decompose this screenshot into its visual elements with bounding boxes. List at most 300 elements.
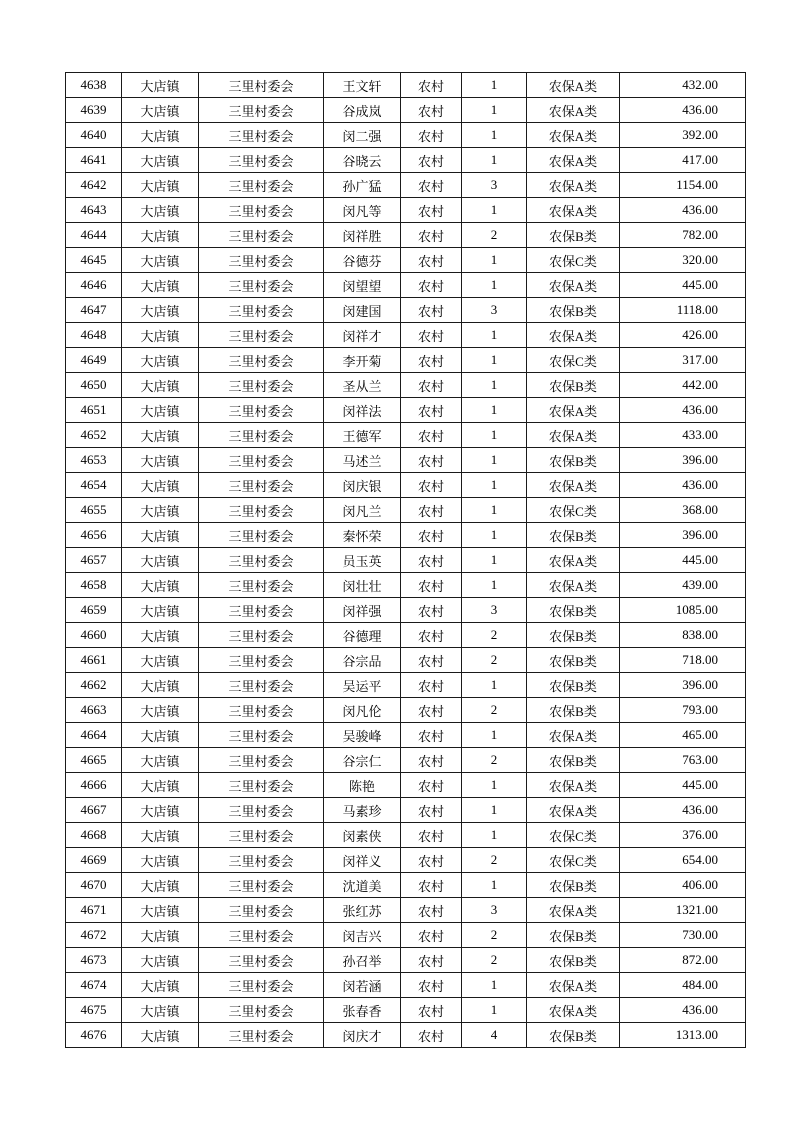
cell-insurance-category: 农保B类 [527, 298, 620, 323]
table-row [66, 348, 746, 373]
cell-residence-type: 农村 [401, 723, 462, 748]
cell-person-count: 2 [462, 623, 527, 648]
table-row [66, 873, 746, 898]
table-row [66, 898, 746, 923]
table-row [66, 948, 746, 973]
cell-insurance-category: 农保A类 [527, 573, 620, 598]
cell-town: 大店镇 [122, 248, 199, 273]
cell-person-name: 马述兰 [324, 448, 401, 473]
cell-person-count: 1 [462, 498, 527, 523]
cell-person-count: 1 [462, 123, 527, 148]
cell-amount: 432.00 [620, 73, 746, 98]
cell-person-count: 1 [462, 398, 527, 423]
table-row [66, 73, 746, 98]
cell-town: 大店镇 [122, 523, 199, 548]
cell-serial-number: 4672 [66, 923, 122, 948]
cell-serial-number: 4662 [66, 673, 122, 698]
cell-person-name: 吴骏峰 [324, 723, 401, 748]
cell-residence-type: 农村 [401, 673, 462, 698]
table-row [66, 998, 746, 1023]
cell-village-committee: 三里村委会 [199, 248, 324, 273]
cell-person-count: 1 [462, 573, 527, 598]
cell-serial-number: 4646 [66, 273, 122, 298]
cell-town: 大店镇 [122, 698, 199, 723]
cell-residence-type: 农村 [401, 473, 462, 498]
cell-town: 大店镇 [122, 173, 199, 198]
cell-person-count: 1 [462, 823, 527, 848]
cell-residence-type: 农村 [401, 798, 462, 823]
table-row [66, 848, 746, 873]
cell-insurance-category: 农保A类 [527, 773, 620, 798]
table-row [66, 748, 746, 773]
cell-person-count: 2 [462, 948, 527, 973]
cell-person-count: 1 [462, 348, 527, 373]
cell-insurance-category: 农保B类 [527, 223, 620, 248]
cell-serial-number: 4673 [66, 948, 122, 973]
cell-residence-type: 农村 [401, 623, 462, 648]
cell-town: 大店镇 [122, 598, 199, 623]
cell-residence-type: 农村 [401, 523, 462, 548]
cell-insurance-category: 农保B类 [527, 523, 620, 548]
cell-insurance-category: 农保B类 [527, 873, 620, 898]
cell-village-committee: 三里村委会 [199, 923, 324, 948]
cell-village-committee: 三里村委会 [199, 873, 324, 898]
cell-person-name: 沈道美 [324, 873, 401, 898]
cell-residence-type: 农村 [401, 373, 462, 398]
cell-insurance-category: 农保A类 [527, 898, 620, 923]
table-row [66, 698, 746, 723]
cell-village-committee: 三里村委会 [199, 948, 324, 973]
cell-amount: 396.00 [620, 673, 746, 698]
cell-amount: 436.00 [620, 998, 746, 1023]
cell-residence-type: 农村 [401, 298, 462, 323]
cell-town: 大店镇 [122, 748, 199, 773]
cell-person-name: 谷德理 [324, 623, 401, 648]
cell-person-name: 闵凡等 [324, 198, 401, 223]
cell-village-committee: 三里村委会 [199, 623, 324, 648]
cell-person-count: 1 [462, 873, 527, 898]
cell-town: 大店镇 [122, 623, 199, 648]
cell-insurance-category: 农保B类 [527, 948, 620, 973]
cell-serial-number: 4661 [66, 648, 122, 673]
cell-person-name: 闵素侠 [324, 823, 401, 848]
cell-insurance-category: 农保A类 [527, 998, 620, 1023]
cell-person-name: 王文轩 [324, 73, 401, 98]
cell-amount: 396.00 [620, 523, 746, 548]
cell-serial-number: 4651 [66, 398, 122, 423]
table-row [66, 498, 746, 523]
cell-village-committee: 三里村委会 [199, 723, 324, 748]
cell-person-name: 闵二强 [324, 123, 401, 148]
cell-person-name: 圣从兰 [324, 373, 401, 398]
table-row [66, 298, 746, 323]
cell-town: 大店镇 [122, 448, 199, 473]
cell-town: 大店镇 [122, 573, 199, 598]
cell-residence-type: 农村 [401, 873, 462, 898]
cell-residence-type: 农村 [401, 548, 462, 573]
cell-insurance-category: 农保C类 [527, 498, 620, 523]
cell-village-committee: 三里村委会 [199, 273, 324, 298]
cell-amount: 317.00 [620, 348, 746, 373]
cell-residence-type: 农村 [401, 198, 462, 223]
table-row [66, 773, 746, 798]
cell-person-name: 吴运平 [324, 673, 401, 698]
cell-residence-type: 农村 [401, 398, 462, 423]
cell-insurance-category: 农保B类 [527, 598, 620, 623]
table-row [66, 573, 746, 598]
cell-town: 大店镇 [122, 423, 199, 448]
cell-serial-number: 4663 [66, 698, 122, 723]
cell-village-committee: 三里村委会 [199, 148, 324, 173]
cell-village-committee: 三里村委会 [199, 698, 324, 723]
cell-serial-number: 4676 [66, 1023, 122, 1048]
cell-residence-type: 农村 [401, 973, 462, 998]
cell-person-name: 李开菊 [324, 348, 401, 373]
cell-town: 大店镇 [122, 73, 199, 98]
cell-serial-number: 4655 [66, 498, 122, 523]
cell-residence-type: 农村 [401, 498, 462, 523]
cell-person-count: 1 [462, 548, 527, 573]
cell-person-name: 闵凡伦 [324, 698, 401, 723]
cell-village-committee: 三里村委会 [199, 598, 324, 623]
cell-town: 大店镇 [122, 548, 199, 573]
cell-residence-type: 农村 [401, 423, 462, 448]
cell-insurance-category: 农保B类 [527, 698, 620, 723]
cell-residence-type: 农村 [401, 848, 462, 873]
cell-serial-number: 4647 [66, 298, 122, 323]
cell-town: 大店镇 [122, 673, 199, 698]
cell-person-count: 3 [462, 598, 527, 623]
cell-insurance-category: 农保A类 [527, 548, 620, 573]
cell-person-name: 张红苏 [324, 898, 401, 923]
cell-amount: 320.00 [620, 248, 746, 273]
table-row [66, 448, 746, 473]
table-row [66, 1023, 746, 1048]
cell-person-name: 闵祥强 [324, 598, 401, 623]
cell-village-committee: 三里村委会 [199, 1023, 324, 1048]
cell-town: 大店镇 [122, 298, 199, 323]
cell-amount: 417.00 [620, 148, 746, 173]
cell-town: 大店镇 [122, 473, 199, 498]
cell-serial-number: 4654 [66, 473, 122, 498]
cell-person-name: 闵壮壮 [324, 573, 401, 598]
cell-person-name: 闵建国 [324, 298, 401, 323]
cell-town: 大店镇 [122, 498, 199, 523]
cell-amount: 445.00 [620, 273, 746, 298]
cell-person-count: 1 [462, 798, 527, 823]
cell-person-count: 2 [462, 223, 527, 248]
cell-amount: 436.00 [620, 398, 746, 423]
cell-person-count: 3 [462, 298, 527, 323]
cell-person-count: 2 [462, 748, 527, 773]
cell-serial-number: 4667 [66, 798, 122, 823]
cell-person-name: 闵若涵 [324, 973, 401, 998]
table-row [66, 523, 746, 548]
cell-amount: 368.00 [620, 498, 746, 523]
cell-person-name: 闵祥义 [324, 848, 401, 873]
table-row [66, 198, 746, 223]
cell-village-committee: 三里村委会 [199, 973, 324, 998]
cell-person-count: 1 [462, 673, 527, 698]
cell-person-count: 1 [462, 973, 527, 998]
cell-serial-number: 4669 [66, 848, 122, 873]
cell-person-name: 闵祥才 [324, 323, 401, 348]
cell-village-committee: 三里村委会 [199, 848, 324, 873]
cell-town: 大店镇 [122, 898, 199, 923]
cell-person-name: 谷德芬 [324, 248, 401, 273]
cell-town: 大店镇 [122, 373, 199, 398]
cell-serial-number: 4671 [66, 898, 122, 923]
cell-village-committee: 三里村委会 [199, 323, 324, 348]
cell-residence-type: 农村 [401, 648, 462, 673]
cell-serial-number: 4640 [66, 123, 122, 148]
cell-town: 大店镇 [122, 848, 199, 873]
cell-person-name: 孙广猛 [324, 173, 401, 198]
cell-insurance-category: 农保B类 [527, 623, 620, 648]
cell-insurance-category: 农保A类 [527, 723, 620, 748]
cell-insurance-category: 农保A类 [527, 798, 620, 823]
cell-insurance-category: 农保B类 [527, 373, 620, 398]
cell-serial-number: 4656 [66, 523, 122, 548]
cell-village-committee: 三里村委会 [199, 298, 324, 323]
cell-serial-number: 4652 [66, 423, 122, 448]
cell-insurance-category: 农保C类 [527, 823, 620, 848]
table-row [66, 398, 746, 423]
cell-town: 大店镇 [122, 273, 199, 298]
cell-residence-type: 农村 [401, 598, 462, 623]
cell-amount: 376.00 [620, 823, 746, 848]
cell-town: 大店镇 [122, 123, 199, 148]
cell-person-count: 2 [462, 923, 527, 948]
cell-town: 大店镇 [122, 948, 199, 973]
cell-insurance-category: 农保C类 [527, 348, 620, 373]
cell-person-name: 员玉英 [324, 548, 401, 573]
cell-insurance-category: 农保B类 [527, 748, 620, 773]
cell-person-count: 3 [462, 173, 527, 198]
cell-amount: 484.00 [620, 973, 746, 998]
cell-residence-type: 农村 [401, 73, 462, 98]
cell-amount: 436.00 [620, 198, 746, 223]
cell-serial-number: 4653 [66, 448, 122, 473]
cell-insurance-category: 农保A类 [527, 198, 620, 223]
table-body [66, 73, 746, 1048]
cell-amount: 1118.00 [620, 298, 746, 323]
cell-insurance-category: 农保A类 [527, 473, 620, 498]
cell-insurance-category: 农保A类 [527, 273, 620, 298]
cell-insurance-category: 农保A类 [527, 323, 620, 348]
cell-village-committee: 三里村委会 [199, 73, 324, 98]
cell-town: 大店镇 [122, 873, 199, 898]
cell-town: 大店镇 [122, 348, 199, 373]
cell-village-committee: 三里村委会 [199, 548, 324, 573]
cell-serial-number: 4658 [66, 573, 122, 598]
cell-amount: 396.00 [620, 448, 746, 473]
cell-insurance-category: 农保C类 [527, 848, 620, 873]
cell-village-committee: 三里村委会 [199, 373, 324, 398]
cell-village-committee: 三里村委会 [199, 523, 324, 548]
cell-town: 大店镇 [122, 773, 199, 798]
cell-person-name: 张春香 [324, 998, 401, 1023]
cell-serial-number: 4657 [66, 548, 122, 573]
cell-residence-type: 农村 [401, 448, 462, 473]
cell-residence-type: 农村 [401, 348, 462, 373]
cell-serial-number: 4665 [66, 748, 122, 773]
cell-residence-type: 农村 [401, 823, 462, 848]
cell-residence-type: 农村 [401, 223, 462, 248]
cell-person-count: 1 [462, 473, 527, 498]
cell-amount: 654.00 [620, 848, 746, 873]
cell-amount: 782.00 [620, 223, 746, 248]
table-row [66, 373, 746, 398]
cell-amount: 1154.00 [620, 173, 746, 198]
cell-amount: 426.00 [620, 323, 746, 348]
cell-serial-number: 4638 [66, 73, 122, 98]
table-row [66, 923, 746, 948]
cell-insurance-category: 农保A类 [527, 148, 620, 173]
cell-village-committee: 三里村委会 [199, 198, 324, 223]
cell-serial-number: 4674 [66, 973, 122, 998]
table-row [66, 973, 746, 998]
cell-village-committee: 三里村委会 [199, 473, 324, 498]
cell-person-name: 谷宗仁 [324, 748, 401, 773]
cell-residence-type: 农村 [401, 773, 462, 798]
cell-town: 大店镇 [122, 198, 199, 223]
table-row [66, 223, 746, 248]
cell-village-committee: 三里村委会 [199, 448, 324, 473]
cell-residence-type: 农村 [401, 748, 462, 773]
cell-amount: 718.00 [620, 648, 746, 673]
cell-insurance-category: 农保A类 [527, 398, 620, 423]
cell-amount: 436.00 [620, 98, 746, 123]
cell-person-count: 4 [462, 1023, 527, 1048]
cell-town: 大店镇 [122, 323, 199, 348]
cell-residence-type: 农村 [401, 898, 462, 923]
cell-village-committee: 三里村委会 [199, 773, 324, 798]
cell-serial-number: 4666 [66, 773, 122, 798]
cell-residence-type: 农村 [401, 573, 462, 598]
cell-person-name: 陈艳 [324, 773, 401, 798]
table-row [66, 473, 746, 498]
table-row [66, 98, 746, 123]
cell-village-committee: 三里村委会 [199, 348, 324, 373]
cell-town: 大店镇 [122, 223, 199, 248]
table-row [66, 323, 746, 348]
cell-serial-number: 4668 [66, 823, 122, 848]
cell-serial-number: 4659 [66, 598, 122, 623]
cell-insurance-category: 农保A类 [527, 123, 620, 148]
cell-person-name: 闵吉兴 [324, 923, 401, 948]
cell-village-committee: 三里村委会 [199, 798, 324, 823]
cell-insurance-category: 农保B类 [527, 648, 620, 673]
cell-village-committee: 三里村委会 [199, 898, 324, 923]
cell-amount: 445.00 [620, 548, 746, 573]
table-row [66, 623, 746, 648]
cell-village-committee: 三里村委会 [199, 123, 324, 148]
cell-person-count: 1 [462, 723, 527, 748]
cell-insurance-category: 农保A类 [527, 73, 620, 98]
cell-amount: 445.00 [620, 773, 746, 798]
cell-person-name: 谷宗品 [324, 648, 401, 673]
cell-person-count: 3 [462, 898, 527, 923]
cell-person-name: 马素珍 [324, 798, 401, 823]
cell-person-count: 1 [462, 98, 527, 123]
cell-person-count: 1 [462, 273, 527, 298]
cell-person-name: 王德军 [324, 423, 401, 448]
cell-amount: 433.00 [620, 423, 746, 448]
benefit-roster-table [65, 72, 746, 1048]
cell-person-count: 1 [462, 773, 527, 798]
cell-serial-number: 4660 [66, 623, 122, 648]
cell-serial-number: 4644 [66, 223, 122, 248]
cell-serial-number: 4650 [66, 373, 122, 398]
cell-village-committee: 三里村委会 [199, 648, 324, 673]
cell-insurance-category: 农保A类 [527, 973, 620, 998]
cell-person-count: 1 [462, 323, 527, 348]
cell-insurance-category: 农保A类 [527, 423, 620, 448]
cell-person-name: 闵祥胜 [324, 223, 401, 248]
cell-town: 大店镇 [122, 98, 199, 123]
cell-amount: 730.00 [620, 923, 746, 948]
cell-village-committee: 三里村委会 [199, 498, 324, 523]
cell-village-committee: 三里村委会 [199, 98, 324, 123]
table-row [66, 598, 746, 623]
cell-town: 大店镇 [122, 723, 199, 748]
cell-serial-number: 4642 [66, 173, 122, 198]
cell-village-committee: 三里村委会 [199, 173, 324, 198]
cell-town: 大店镇 [122, 823, 199, 848]
cell-person-name: 秦怀荣 [324, 523, 401, 548]
cell-residence-type: 农村 [401, 698, 462, 723]
cell-person-count: 1 [462, 523, 527, 548]
cell-residence-type: 农村 [401, 323, 462, 348]
cell-serial-number: 4645 [66, 248, 122, 273]
cell-serial-number: 4643 [66, 198, 122, 223]
table-row [66, 823, 746, 848]
table-row [66, 723, 746, 748]
cell-person-name: 闵望望 [324, 273, 401, 298]
cell-serial-number: 4641 [66, 148, 122, 173]
cell-village-committee: 三里村委会 [199, 823, 324, 848]
cell-person-count: 1 [462, 73, 527, 98]
cell-village-committee: 三里村委会 [199, 423, 324, 448]
table-row [66, 148, 746, 173]
cell-residence-type: 农村 [401, 248, 462, 273]
cell-person-count: 1 [462, 198, 527, 223]
cell-amount: 1321.00 [620, 898, 746, 923]
cell-person-name: 谷晓云 [324, 148, 401, 173]
table-row [66, 273, 746, 298]
cell-amount: 436.00 [620, 798, 746, 823]
cell-village-committee: 三里村委会 [199, 998, 324, 1023]
cell-amount: 763.00 [620, 748, 746, 773]
table-row [66, 173, 746, 198]
cell-amount: 406.00 [620, 873, 746, 898]
cell-insurance-category: 农保B类 [527, 448, 620, 473]
cell-amount: 838.00 [620, 623, 746, 648]
cell-amount: 1085.00 [620, 598, 746, 623]
cell-person-count: 1 [462, 373, 527, 398]
cell-insurance-category: 农保C类 [527, 248, 620, 273]
cell-town: 大店镇 [122, 148, 199, 173]
cell-person-name: 闵祥法 [324, 398, 401, 423]
cell-person-count: 2 [462, 648, 527, 673]
cell-residence-type: 农村 [401, 923, 462, 948]
cell-person-count: 1 [462, 423, 527, 448]
cell-amount: 793.00 [620, 698, 746, 723]
cell-town: 大店镇 [122, 798, 199, 823]
cell-amount: 872.00 [620, 948, 746, 973]
cell-person-name: 闵庆银 [324, 473, 401, 498]
